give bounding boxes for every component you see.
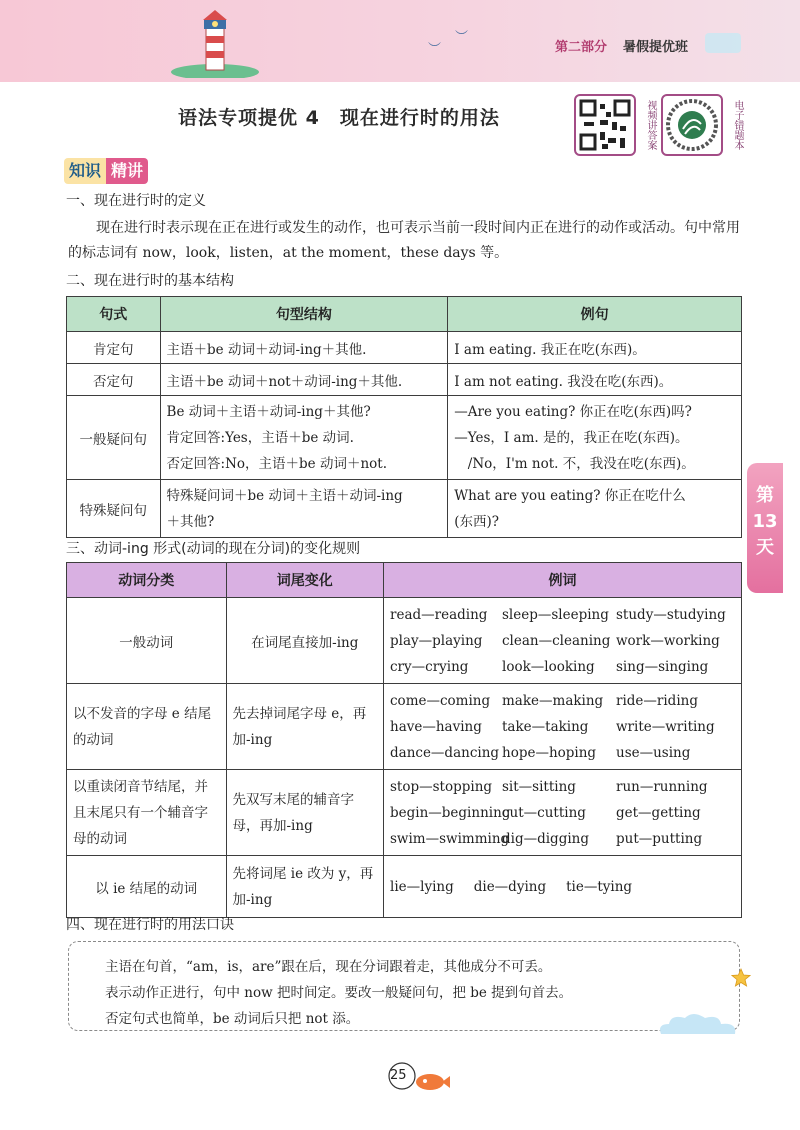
word-pair: read—reading — [390, 606, 488, 623]
bird-icon: ︶ — [428, 42, 442, 57]
day-side-tab — [747, 463, 783, 593]
rhyme-box — [68, 941, 740, 1031]
word-pair: get—getting — [616, 804, 701, 821]
course-tag: 暑假提优班 — [623, 40, 689, 55]
sentence-structure: 主语＋be 动词＋not＋动词-ing＋其他. — [160, 364, 448, 396]
word-pair: clean—cleaning — [502, 632, 611, 649]
qr-code-icon — [576, 96, 634, 154]
word-pair: study—studying — [616, 606, 726, 623]
example-words — [384, 598, 742, 684]
example-line: —Are you eating? 你正在吃(东西)吗? — [454, 403, 692, 420]
column-header: 例句 — [448, 297, 742, 332]
word-pair: take—taking — [502, 718, 589, 735]
table-row — [67, 396, 742, 480]
word-pair: come—coming — [390, 692, 491, 709]
example-words — [384, 856, 742, 918]
word-pair: use—using — [616, 744, 691, 761]
column-header: 例词 — [384, 563, 742, 598]
ending-change: 先将词尾 ie 改为 y，再加-ing — [226, 856, 384, 918]
word-pair: write—writing — [616, 718, 715, 735]
side-tab-line: 13 — [752, 511, 778, 532]
section1-heading: 一、现在进行时的定义 — [66, 193, 206, 209]
qr-code-icon — [663, 96, 721, 154]
example-line: /No，I'm not. 不，我没在吃(东西)。 — [454, 455, 695, 472]
sentence-structure: 主语＋be 动词＋动词-ing＋其他. — [160, 332, 448, 364]
table-row — [67, 480, 742, 538]
word-pair: sleep—sleeping — [502, 606, 609, 623]
word-pair: stop—stopping — [390, 778, 493, 795]
knowledge-badge — [64, 158, 148, 184]
word-pair: dance—dancing — [390, 744, 500, 761]
verb-category: 以 ie 结尾的动词 — [67, 856, 227, 918]
sentence-type: 否定句 — [67, 364, 161, 396]
word-pair: dig—digging — [502, 830, 589, 847]
sentence-example: I am not eating. 我没在吃(东西)。 — [448, 364, 742, 396]
table-row — [67, 364, 742, 396]
badge-part1: 知识 — [64, 158, 106, 184]
word-pair: tie—tying — [566, 878, 633, 895]
sentence-type: 特殊疑问句 — [67, 480, 161, 538]
ending-change: 在词尾直接加-ing — [226, 598, 384, 684]
definition-paragraph: 现在进行时表示现在正在进行或发生的动作，也可表示当前一段时间内正在进行的动作或活动。句中常用的标志词有 now，look，listen，at the moment，these days 等。 — [68, 220, 740, 261]
word-pair: sing—singing — [616, 658, 709, 675]
word-pair: swim—swimming — [390, 830, 510, 847]
structure-line: Be 动词＋主语＋动词-ing＋其他? — [166, 403, 371, 420]
side-tab-line: 第 — [756, 485, 774, 506]
column-header: 句型结构 — [160, 297, 448, 332]
word-pair: make—making — [502, 692, 604, 709]
example-line: —Yes，I am. 是的，我正在吃(东西)。 — [454, 429, 689, 446]
word-pair: look—looking — [502, 658, 595, 675]
word-pair: put—putting — [616, 830, 703, 847]
structure-line: 否定回答:No，主语＋be 动词＋not. — [166, 455, 387, 472]
tag-decoration — [705, 33, 741, 53]
ending-change: 先双写末尾的辅音字母，再加-ing — [226, 770, 384, 856]
table-row — [67, 684, 742, 770]
word-pair: lie—lying — [390, 878, 454, 895]
table-row — [67, 332, 742, 364]
rhyme-line: 主语在句首，“am，is，are”跟在后，现在分词跟着走，其他成分不可丢。 — [105, 959, 552, 975]
qr-label-video: 视频讲答案 — [645, 100, 656, 150]
word-pair: have—having — [390, 718, 482, 735]
verb-category: 一般动词 — [67, 598, 227, 684]
section-tag: 第二部分 — [555, 40, 608, 55]
example-line: What are you eating? 你正在吃什么 — [454, 487, 686, 504]
table-header-row — [67, 297, 742, 332]
structure-line: 特殊疑问词＋be 动词＋主语＋动词-ing — [166, 487, 403, 504]
table-row — [67, 598, 742, 684]
word-pair: hope—hoping — [502, 744, 597, 761]
table-row — [67, 856, 742, 918]
verb-category: 以重读闭音节结尾，并且末尾只有一个辅音字母的动词 — [67, 770, 227, 856]
word-pair: die—dying — [473, 878, 547, 895]
example-words — [384, 684, 742, 770]
structure-line: ＋其他? — [166, 513, 215, 530]
qr-code-wrongbook[interactable] — [661, 94, 723, 156]
verb-category: 以不发音的字母 e 结尾的动词 — [67, 684, 227, 770]
rhyme-line: 否定句式也简单，be 动词后只把 not 添。 — [105, 1011, 360, 1027]
badge-part2: 精讲 — [106, 158, 148, 184]
sentence-structure — [160, 480, 448, 538]
word-pair: cut—cutting — [502, 804, 586, 821]
word-pair: ride—riding — [616, 692, 698, 709]
table-row — [67, 770, 742, 856]
word-pair: run—running — [616, 778, 708, 795]
rhyme-line: 表示动作正进行，句中 now 把时间定。要改一般疑问句，把 be 提到句首去。 — [105, 985, 573, 1001]
word-pair: play—playing — [390, 632, 483, 649]
sentence-structure — [160, 396, 448, 480]
ending-change: 先去掉词尾字母 e，再加-ing — [226, 684, 384, 770]
page-title: 语法专项提优 4 现在进行时的用法 — [178, 107, 500, 129]
structure-line: 肯定回答:Yes，主语＋be 动词. — [166, 429, 354, 446]
page-number: 25 — [390, 1068, 407, 1083]
star-icon — [731, 968, 751, 988]
ing-rules-table — [66, 562, 742, 918]
column-header: 词尾变化 — [226, 563, 384, 598]
qr-label-wrongbook: 电子错题本 — [732, 100, 743, 150]
bird-icon: ︶ — [455, 30, 469, 45]
column-header: 句式 — [67, 297, 161, 332]
side-tab-line: 天 — [756, 537, 774, 558]
sentence-type: 一般疑问句 — [67, 396, 161, 480]
word-pair: work—working — [616, 632, 720, 649]
qr-code-video[interactable] — [574, 94, 636, 156]
sentence-example — [448, 396, 742, 480]
word-pair: begin—beginning — [390, 804, 511, 821]
section2-heading: 二、现在进行时的基本结构 — [66, 273, 234, 289]
section3-heading: 三、动词-ing 形式(动词的现在分词)的变化规则 — [66, 541, 361, 557]
structure-table — [66, 296, 742, 538]
sentence-type: 肯定句 — [67, 332, 161, 364]
word-pair: sit—sitting — [502, 778, 576, 795]
example-words — [384, 770, 742, 856]
cloud-icon — [655, 1010, 741, 1036]
sentence-example — [448, 480, 742, 538]
section4-heading: 四、现在进行时的用法口诀 — [66, 917, 234, 933]
lighthouse-illustration — [170, 6, 260, 78]
table-header-row — [67, 563, 742, 598]
example-line: (东西)? — [454, 513, 500, 530]
word-pair: cry—crying — [390, 658, 469, 675]
column-header: 动词分类 — [67, 563, 227, 598]
sentence-example: I am eating. 我正在吃(东西)。 — [448, 332, 742, 364]
